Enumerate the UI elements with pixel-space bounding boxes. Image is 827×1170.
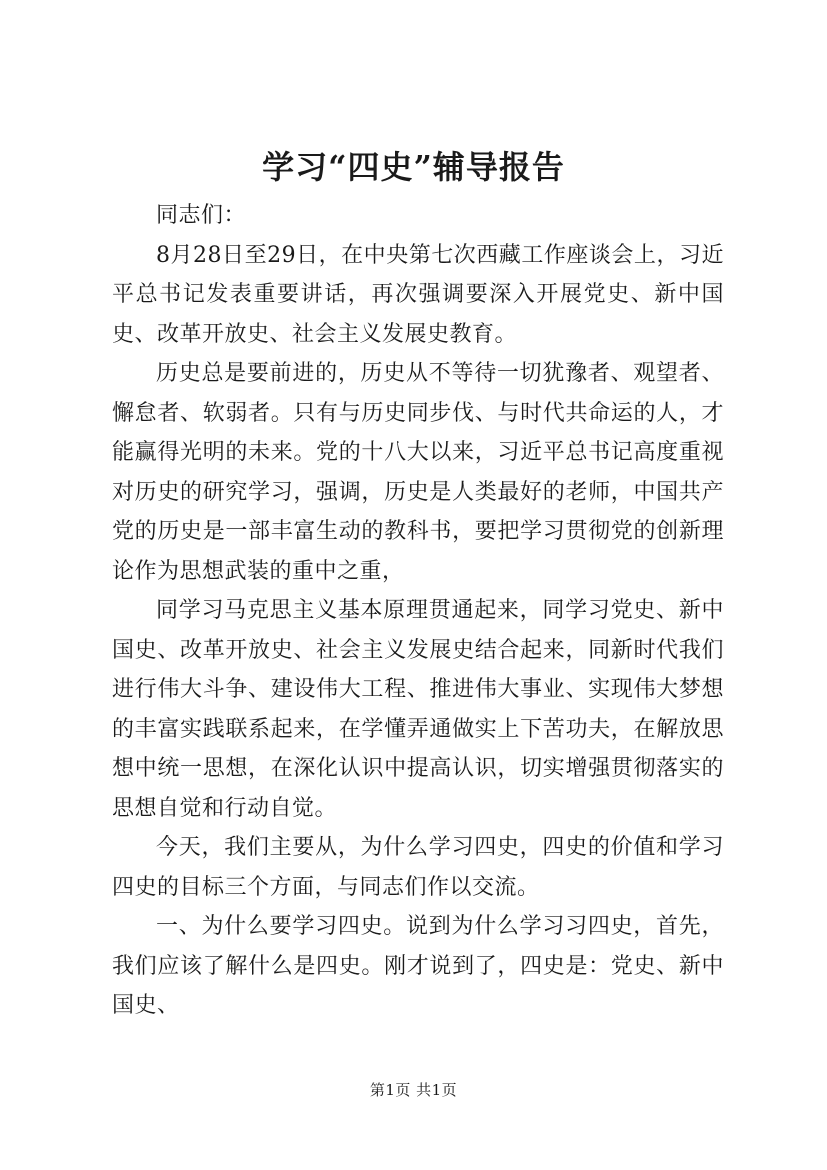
paragraph-5: 一、为什么要学习四史。说到为什么学习习四史，首先，我们应该了解什么是四史。刚才说到了，四史是：党史、新中国史、 — [112, 914, 724, 1018]
page-footer: 第1页 共1页 — [369, 1081, 458, 1099]
document-body — [112, 196, 724, 1026]
paragraph-3: 同学习马克思主义基本原理贯通起来，同学习党史、新中国史、改革开放史、社会主义发展史结合起来，同新时代我们进行伟大斗争、建设伟大工程、推进伟大事业、实现伟大梦想的丰富实践联系起来，在学懂弄通做实上下苦功夫，在解放思想中统一思想，在深化认识中提高认识，切实增强贯彻落实的思想自觉和行动自觉。 — [112, 598, 724, 821]
paragraph-1: 8月28日至29日，在中央第七次西藏工作座谈会上，习近平总书记发表重要讲话，再次强调要深入开展党史、新中国史、改革开放史、社会主义发展史教育。 — [112, 242, 724, 347]
document-title: 学习“四史”辅导报告 — [262, 148, 565, 186]
paragraph-2: 历史总是要前进的，历史从不等待一切犹豫者、观望者、懈怠者、软弱者。只有与历史同步伐、与时代共命运的人，才能赢得光明的未来。党的十八大以来，习近平总书记高度重视对历史的研究学习，强调，历史是人类最好的老师，中国共产党的历史是一部丰富生动的教科书，要把学习贯彻党的创新理论作为思想武装的重中之重， — [112, 361, 724, 584]
paragraph-salutation: 同志们： — [156, 203, 247, 228]
paragraph-4: 今天，我们主要从，为什么学习四史，四史的价值和学习四史的目标三个方面，与同志们作以交流。 — [112, 835, 724, 900]
